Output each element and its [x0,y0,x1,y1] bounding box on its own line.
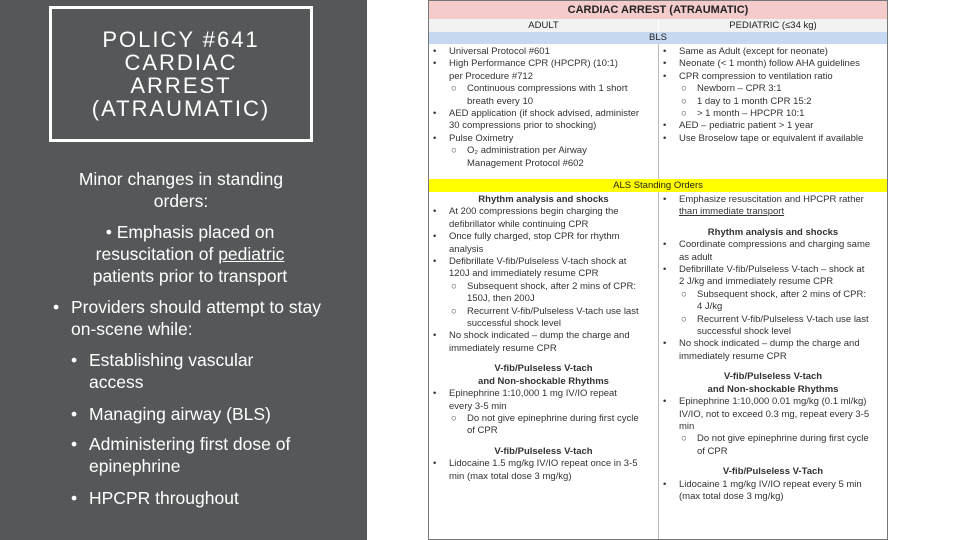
protocol-sub-bullet-line [659,108,887,120]
slide-title-line: CARDIAC [124,50,238,75]
protocol-bullet-line [659,479,887,491]
protocol-sub-bullet-line [659,96,887,108]
protocol-line-text: Rhythm analysis and shocks [707,226,839,238]
protocol-bullet-line [659,396,887,408]
sub-bullet [71,349,311,393]
bullet-marker: • [663,58,667,70]
protocol-line [659,491,887,503]
protocol-line-text: V-fib/Pulseless V-tach [494,445,593,457]
bullet-marker: • [433,46,437,57]
protocol-line-text: Same as Adult (except for neonate) [679,46,828,57]
protocol-subheading [659,227,887,239]
protocol-bullet-line [659,264,887,276]
bls-section-bar: BLS [429,32,887,44]
protocol-line-text: analysis [449,243,484,255]
protocol-line [659,252,887,264]
protocol-line-text: No shock indicated – dump the charge and [449,330,630,342]
protocol-line-text: 2 J/kg and immediately resume CPR [679,276,834,288]
protocol-bullet-line [429,108,658,120]
sub-bullet-marker: ○ [451,305,457,317]
protocol-line [659,301,887,313]
protocol-subheading [429,446,658,458]
protocol-line-text: breath every 10 [467,95,534,107]
protocol-line [429,425,658,437]
protocol-line-text: Management Protocol #602 [467,157,584,169]
bullet-marker: • [663,194,667,205]
bullet-marker: • [663,264,667,276]
bullet-marker: • [53,297,60,317]
protocol-bullet-line [659,133,887,145]
bullet-marker: • [433,330,437,342]
protocol-spacer [429,438,658,446]
sub-bullet [71,433,333,477]
protocol-line-text: Neonate (< 1 month) follow AHA guidelines [679,58,860,70]
bullet-marker: • [663,396,667,408]
bullet-marker: • [433,388,437,400]
slide-title-line: POLICY #641 [102,27,260,52]
slide-title-line: ARREST [130,73,232,98]
protocol-line-text: Lidocaine 1 mg/kg IV/IO repeat every 5 min [679,478,862,490]
protocol-line [429,96,658,108]
protocol-line-text: (max total dose 3 mg/kg) [679,490,784,502]
protocol-line-text: Do not give epinephrine during first cycle [467,412,639,424]
protocol-line-text: Rhythm analysis and shocks [478,194,609,205]
protocol-line-text: Once fully charged, stop CPR for rhythm [449,231,620,243]
protocol-line-text: V-fib/Pulseless V-tach [494,363,593,375]
protocol-spacer [659,363,887,371]
als-section-bar: ALS Standing Orders [429,179,887,192]
protocol-line-text: V-fib/Pulseless V-Tach [722,466,824,478]
sub-bullet-marker: ○ [681,83,687,95]
protocol-line [429,343,658,355]
protocol-bullet-line [429,256,658,268]
als-adult-column [429,194,658,483]
protocol-line-text: per Procedure #712 [449,70,533,82]
protocol-line [429,71,658,83]
protocol-sub-bullet-line [429,281,658,293]
protocol-line-text: as adult [679,251,713,263]
protocol-subheading [659,384,887,396]
sub-bullet-marker: ○ [451,412,457,424]
protocol-line-text: immediately resume CPR [449,342,557,354]
protocol-line [659,446,887,458]
bullet-marker: • [663,46,667,57]
sub-bullet-text: HPCPR throughout [89,488,239,508]
column-header-adult: ADULT [429,19,658,32]
protocol-subheading [429,194,658,206]
protocol-line-text: defibrillator while continuing CPR [449,218,589,230]
intro-text: Minor changes in standing orders: [78,169,284,211]
bullet-marker: • [433,132,437,144]
bullet-marker: • [105,222,112,242]
protocol-line [429,401,658,413]
bullet-marker: • [663,120,667,132]
protocol-line [659,206,887,218]
sub-bullet [71,487,321,509]
sub-bullet-text: Establishing vascular access [89,350,254,392]
bls-adult-column [429,46,658,170]
bullet-marker: • [71,488,78,508]
protocol-bullet-line [659,46,887,58]
protocol-line [659,409,887,421]
protocol-line-text: AED – pediatric patient > 1 year [679,120,814,132]
protocol-line [659,351,887,363]
protocol-bullet-line [429,231,658,243]
protocol-line-text: and Non-shockable Rhythms [478,375,609,387]
bullet-marker: • [433,206,437,218]
protocol-line [429,219,658,231]
sub-bullet-text: Administering first dose of epinephrine [89,434,291,476]
als-pediatric-column [659,194,887,503]
protocol-line-text: Continuous compressions with 1 short [467,83,628,95]
protocol-bullet-line [659,71,887,83]
bullet-marker: • [71,434,78,454]
emphasis-bullet [65,221,315,287]
protocol-line-text: Coordinate compressions and charging same [679,239,871,251]
protocol-line [659,326,887,338]
sub-bullet-marker: ○ [451,83,457,95]
protocol-line-text: every 3-5 min [449,400,507,412]
sub-bullet-marker: ○ [681,313,687,325]
protocol-bullet-line [429,206,658,218]
protocol-line-text: Use Broselow tape or equivalent if available [679,132,864,144]
bullet-marker: • [433,256,437,268]
protocol-bullet-line [659,338,887,350]
protocol-bullet-line [659,58,887,70]
protocol-line-text: immediately resume CPR [679,350,787,362]
bullet-marker: • [663,132,667,144]
protocol-line-text: Epinephrine 1:10,000 1 mg IV/IO repeat [449,388,617,400]
bullet-marker: • [433,108,437,120]
bullet-marker: • [663,70,667,82]
column-header-pediatric: PEDIATRIC (≤34 kg) [659,19,887,32]
protocol-subheading [429,363,658,375]
emphasis-underlined: pediatric [218,244,285,264]
protocol-line-text: Pulse Oximetry [449,132,514,144]
protocol-subheading [429,376,658,388]
emphasis-text-pre: Emphasis placed on resuscitation of [95,222,275,264]
bullet-marker: • [663,239,667,251]
providers-bullet [53,296,323,340]
protocol-line-text: 120J and immediately resume CPR [449,268,599,280]
protocol-bullet-line [429,133,658,145]
protocol-line-text: 150J, then 200J [467,293,535,305]
protocol-line-text: than immediate transport [679,206,785,218]
protocol-line [429,120,658,132]
protocol-sub-bullet-line [429,145,658,157]
protocol-line-text: 4 J/kg [697,301,723,313]
protocol-sub-bullet-line [659,433,887,445]
protocol-line-text: 1 day to 1 month CPR 15:2 [697,95,812,107]
protocol-line-text: and Non-shockable Rhythms [707,383,839,395]
protocol-line-text: V-fib/Pulseless V-tach [723,371,823,383]
protocol-subheading [659,371,887,383]
protocol-line-text: CPR compression to ventilation ratio [679,70,833,82]
protocol-line-text: Lidocaine 1.5 mg/kg IV/IO repeat once in 3-5 [449,458,638,470]
protocol-line [429,471,658,483]
protocol-line-text: Emphasize resuscitation and HPCPR rather [679,194,864,205]
protocol-document-image [428,0,888,540]
protocol-spacer [429,355,658,363]
protocol-title: CARDIAC ARREST (ATRAUMATIC) [429,1,887,19]
protocol-line [429,318,658,330]
protocol-bullet-line [429,330,658,342]
protocol-sub-bullet-line [659,314,887,326]
protocol-sub-bullet-line [429,413,658,425]
protocol-sub-bullet-line [659,289,887,301]
protocol-line-text: of CPR [467,425,498,437]
protocol-line-text: AED application (if shock advised, administer [449,108,640,120]
protocol-line-text: successful shock level [467,318,561,330]
protocol-line-text: Subsequent shock, after 2 mins of CPR: [697,288,866,300]
protocol-line-text: Defibrillate V-fib/Pulseless V-tach – shock at [679,264,865,276]
protocol-subheading [659,466,887,478]
protocol-sub-bullet-line [429,306,658,318]
protocol-line-text: Recurrent V-fib/Pulseless V-tach use last [697,313,869,325]
protocol-line [429,293,658,305]
protocol-line [429,244,658,256]
bullet-marker: • [433,458,437,470]
protocol-bullet-line [429,458,658,470]
protocol-line-text: IV/IO, not to exceed 0.3 mg, repeat every 3-5 [679,408,870,420]
sub-bullet-text: Managing airway (BLS) [89,404,271,424]
protocol-line-text: Universal Protocol #601 [449,46,550,57]
protocol-line-text: Subsequent shock, after 2 mins of CPR: [467,280,636,292]
protocol-line-text: successful shock level [697,326,791,338]
protocol-bullet-line [429,388,658,400]
protocol-line [659,421,887,433]
protocol-sub-bullet-line [429,83,658,95]
protocol-bullet-line [659,194,887,206]
protocol-line-text: O₂ administration per Airway [467,145,587,157]
sub-bullet [71,403,321,425]
slide-title-box [49,6,313,142]
protocol-line-text: Newborn – CPR 3:1 [697,83,782,95]
protocol-line-text: min [679,420,695,432]
protocol-sub-bullet-line [659,83,887,95]
protocol-line-text: Epinephrine 1:10,000 0.01 mg/kg (0.1 ml/kg) [679,396,867,408]
providers-text: Providers should attempt to stay on-scene while: [71,297,321,339]
bullet-marker: • [71,350,78,370]
protocol-line-text: Do not give epinephrine during first cycle [697,433,869,445]
bullet-marker: • [433,231,437,243]
protocol-bullet-line [429,58,658,70]
protocol-spacer [659,219,887,227]
protocol-line-text: High Performance CPR (HPCPR) (10:1) [449,58,618,70]
protocol-line [659,276,887,288]
bullet-marker: • [71,404,78,424]
slide-title-line: (ATRAUMATIC) [91,96,271,121]
protocol-line [429,268,658,280]
bullet-marker: • [663,478,667,490]
sub-bullet-marker: ○ [681,108,687,120]
slide-text-panel [0,0,367,540]
protocol-line-text: No shock indicated – dump the charge and [679,338,860,350]
protocol-bullet-line [429,46,658,58]
sub-bullet-marker: ○ [681,433,687,445]
sub-bullet-marker: ○ [681,288,687,300]
sub-bullet-marker: ○ [451,280,457,292]
bullet-marker: • [433,58,437,70]
sub-bullet-marker: ○ [451,145,457,157]
protocol-line-text: Recurrent V-fib/Pulseless V-tach use last [467,305,639,317]
bullet-marker: • [663,338,667,350]
protocol-line-text: of CPR [697,445,728,457]
protocol-bullet-line [659,239,887,251]
protocol-line-text: min (max total dose 3 mg/kg) [449,470,572,482]
protocol-line [429,158,658,170]
protocol-line-text: 30 compressions prior to shocking) [449,120,597,132]
emphasis-text-post: patients prior to transport [92,266,288,286]
protocol-line-text: > 1 month – HPCPR 10:1 [697,108,805,120]
protocol-line-text: At 200 compressions begin charging the [449,206,619,218]
protocol-spacer [659,458,887,466]
sub-bullet-marker: ○ [681,95,687,107]
protocol-line-text: Defibrillate V-fib/Pulseless V-tach shock at [449,256,627,268]
bls-pediatric-column [659,46,887,145]
protocol-bullet-line [659,120,887,132]
